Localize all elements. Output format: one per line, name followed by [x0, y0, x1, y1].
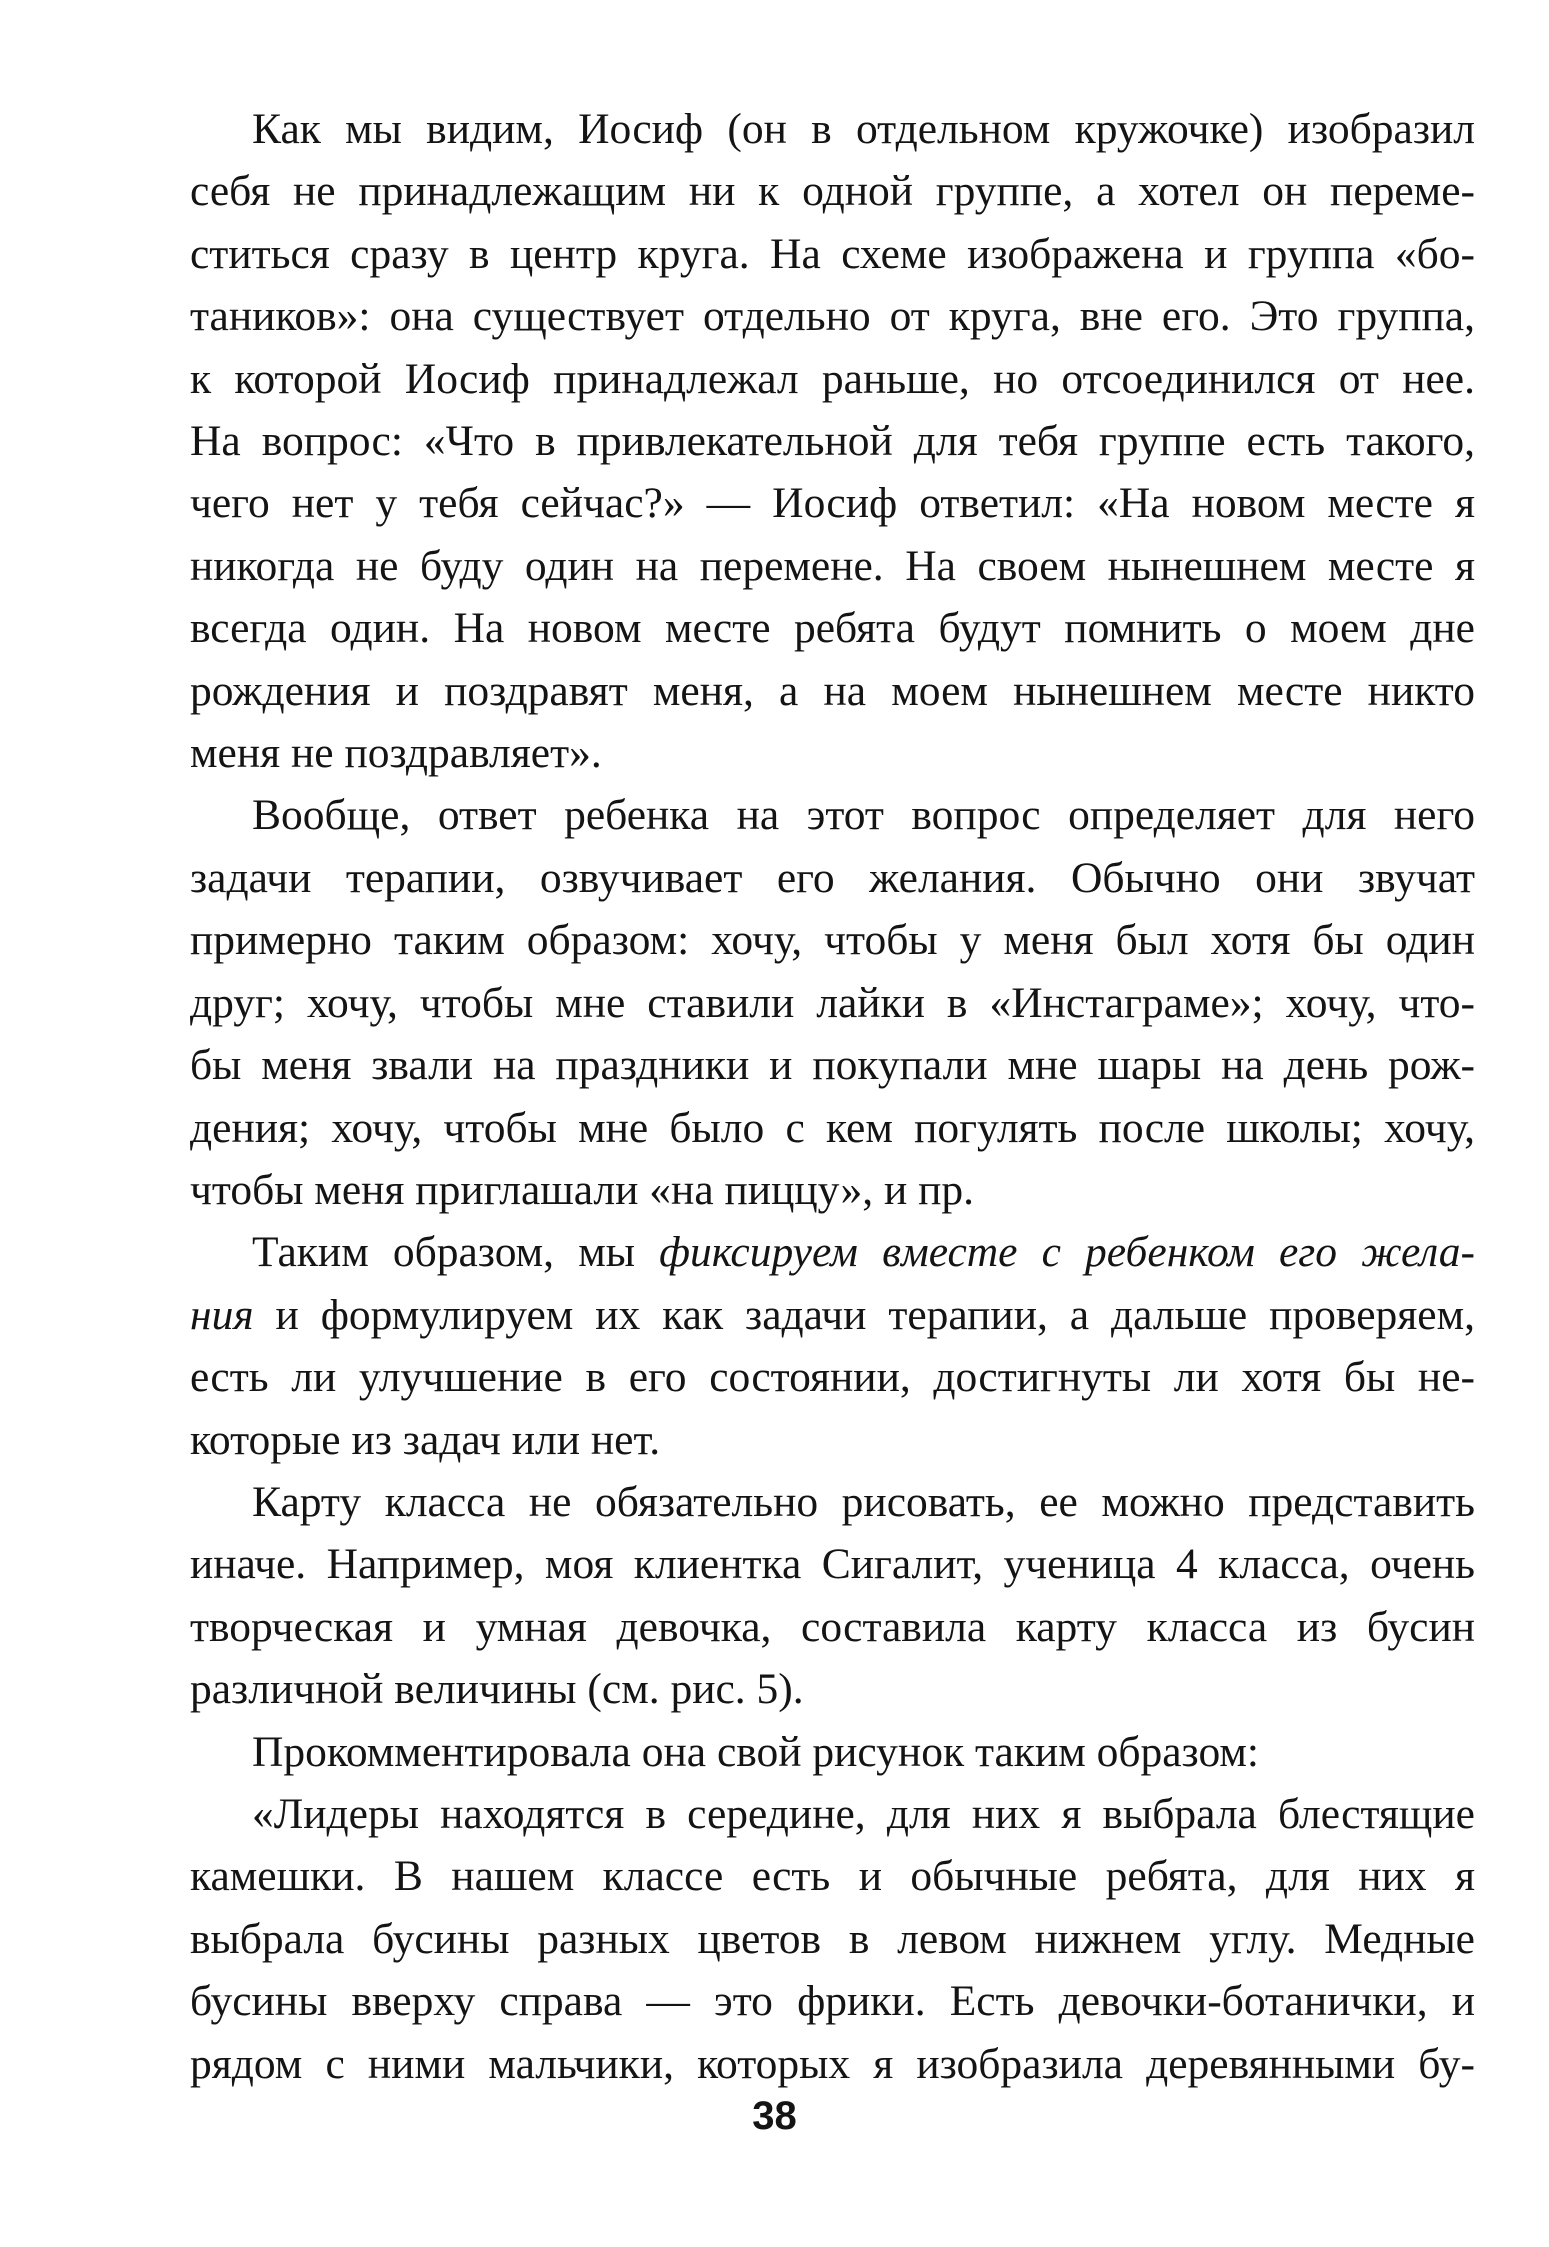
text-line: [190, 722, 1475, 784]
text-segment: Вообще, ответ ребенка на этот вопрос определяет для него: [252, 791, 1475, 840]
text-segment: себя не принадлежащим ни к одной группе, а хотел он переме-: [190, 167, 1475, 216]
text-segment: На вопрос: «Что в привлекательной для тебя группе есть такого,: [190, 417, 1475, 466]
text-segment: есть ли улучшение в его состоянии, достигнуты ли хотя бы не-: [190, 1353, 1475, 1402]
text-line: [190, 909, 1475, 971]
text-line: [190, 1533, 1475, 1595]
text-line: [190, 1845, 1475, 1907]
text-line: [190, 1658, 1475, 1720]
text-line: [190, 1221, 1475, 1283]
text-line: [190, 1097, 1475, 1159]
text-line: [190, 1783, 1475, 1845]
text-line: [190, 660, 1475, 722]
text-segment: Как мы видим, Иосиф (он в отдельном кружочке) изобразил: [252, 105, 1475, 153]
text-segment: Таким образом, мы: [252, 1228, 660, 1277]
text-segment: чтобы меня приглашали «на пиццу», и пр.: [190, 1165, 975, 1214]
text-line: [190, 223, 1475, 285]
text-line: [190, 597, 1475, 659]
text-line: [190, 472, 1475, 534]
italic-phrase: фиксируем вместе с ребенком его жела-: [659, 1228, 1475, 1277]
text-line: [190, 1284, 1475, 1346]
text-line: [190, 1409, 1475, 1471]
page-number: 38: [752, 2094, 797, 2138]
text-line: [190, 1721, 1475, 1783]
text-segment: примерно таким образом: хочу, чтобы у меня был хотя бы один: [190, 916, 1475, 965]
text-line: [190, 535, 1475, 597]
text-segment: чего нет у тебя сейчас?» — Иосиф ответил: «На новом месте я: [190, 479, 1475, 528]
text-segment: «Лидеры находятся в середине, для них я выбрала блестящие: [252, 1789, 1475, 1838]
text-line: [190, 972, 1475, 1034]
text-line: [190, 1908, 1475, 1970]
text-segment: задачи терапии, озвучивает его желания. Обычно они звучат: [190, 853, 1475, 902]
text-segment: бусины вверху справа — это фрики. Есть девочки-ботанички, и: [190, 1977, 1475, 2026]
text-segment: всегда один. На новом месте ребята будут помнить о моем дне: [190, 604, 1475, 653]
text-line: [190, 1159, 1475, 1221]
text-line: [190, 1346, 1475, 1408]
text-line: [190, 784, 1475, 846]
text-line: [190, 410, 1475, 472]
text-segment: творческая и умная девочка, составила карту класса из бусин: [190, 1602, 1475, 1651]
text-segment: камешки. В нашем классе есть и обычные ребята, для них я: [190, 1852, 1475, 1901]
text-segment: рядом с ними мальчики, которых я изобразила деревянными бу-: [190, 2039, 1475, 2088]
text-line: [190, 160, 1475, 222]
text-line: [190, 1471, 1475, 1533]
text-segment: дения; хочу, чтобы мне было с кем погулять после школы; хочу,: [190, 1103, 1475, 1152]
text-segment: к которой Иосиф принадлежал раньше, но отсоединился от нее.: [190, 354, 1475, 403]
text-segment: и формулируем их как задачи терапии, а дальше проверяем,: [253, 1290, 1475, 1339]
text-segment: никогда не буду один на перемене. На своем нынешнем месте я: [190, 541, 1475, 590]
text-line: [190, 348, 1475, 410]
text-segment: которые из задач или нет.: [190, 1415, 661, 1464]
text-line: [190, 1596, 1475, 1658]
text-line: [190, 98, 1475, 160]
text-segment: Карту класса не обязательно рисовать, ее можно представить: [252, 1477, 1475, 1526]
text-segment: Прокомментировала она свой рисунок таким образом:: [252, 1727, 1260, 1776]
text-line: [190, 847, 1475, 909]
text-segment: различной величины (см. рис. 5).: [190, 1665, 804, 1714]
text-line: [190, 1970, 1475, 2032]
text-segment: таников»: она существует отдельно от круга, вне его. Это группа,: [190, 292, 1475, 341]
body-text: [190, 98, 1475, 2095]
text-line: [190, 285, 1475, 347]
text-segment: рождения и поздравят меня, а на моем нынешнем месте никто: [190, 666, 1475, 715]
text-segment: бы меня звали на праздники и покупали мне шары на день рож-: [190, 1041, 1475, 1090]
text-segment: ститься сразу в центр круга. На схеме изображена и группа «бо-: [190, 229, 1475, 278]
text-segment: выбрала бусины разных цветов в левом нижнем углу. Медные: [190, 1914, 1475, 1963]
text-line: [190, 2033, 1475, 2095]
text-segment: иначе. Например, моя клиентка Сигалит, ученица 4 класса, очень: [190, 1540, 1475, 1589]
text-line: [190, 1034, 1475, 1096]
text-segment: меня не поздравляет».: [190, 729, 602, 778]
text-segment: друг; хочу, чтобы мне ставили лайки в «Инстаграме»; хочу, что-: [190, 978, 1475, 1027]
italic-phrase: ния: [190, 1290, 254, 1339]
